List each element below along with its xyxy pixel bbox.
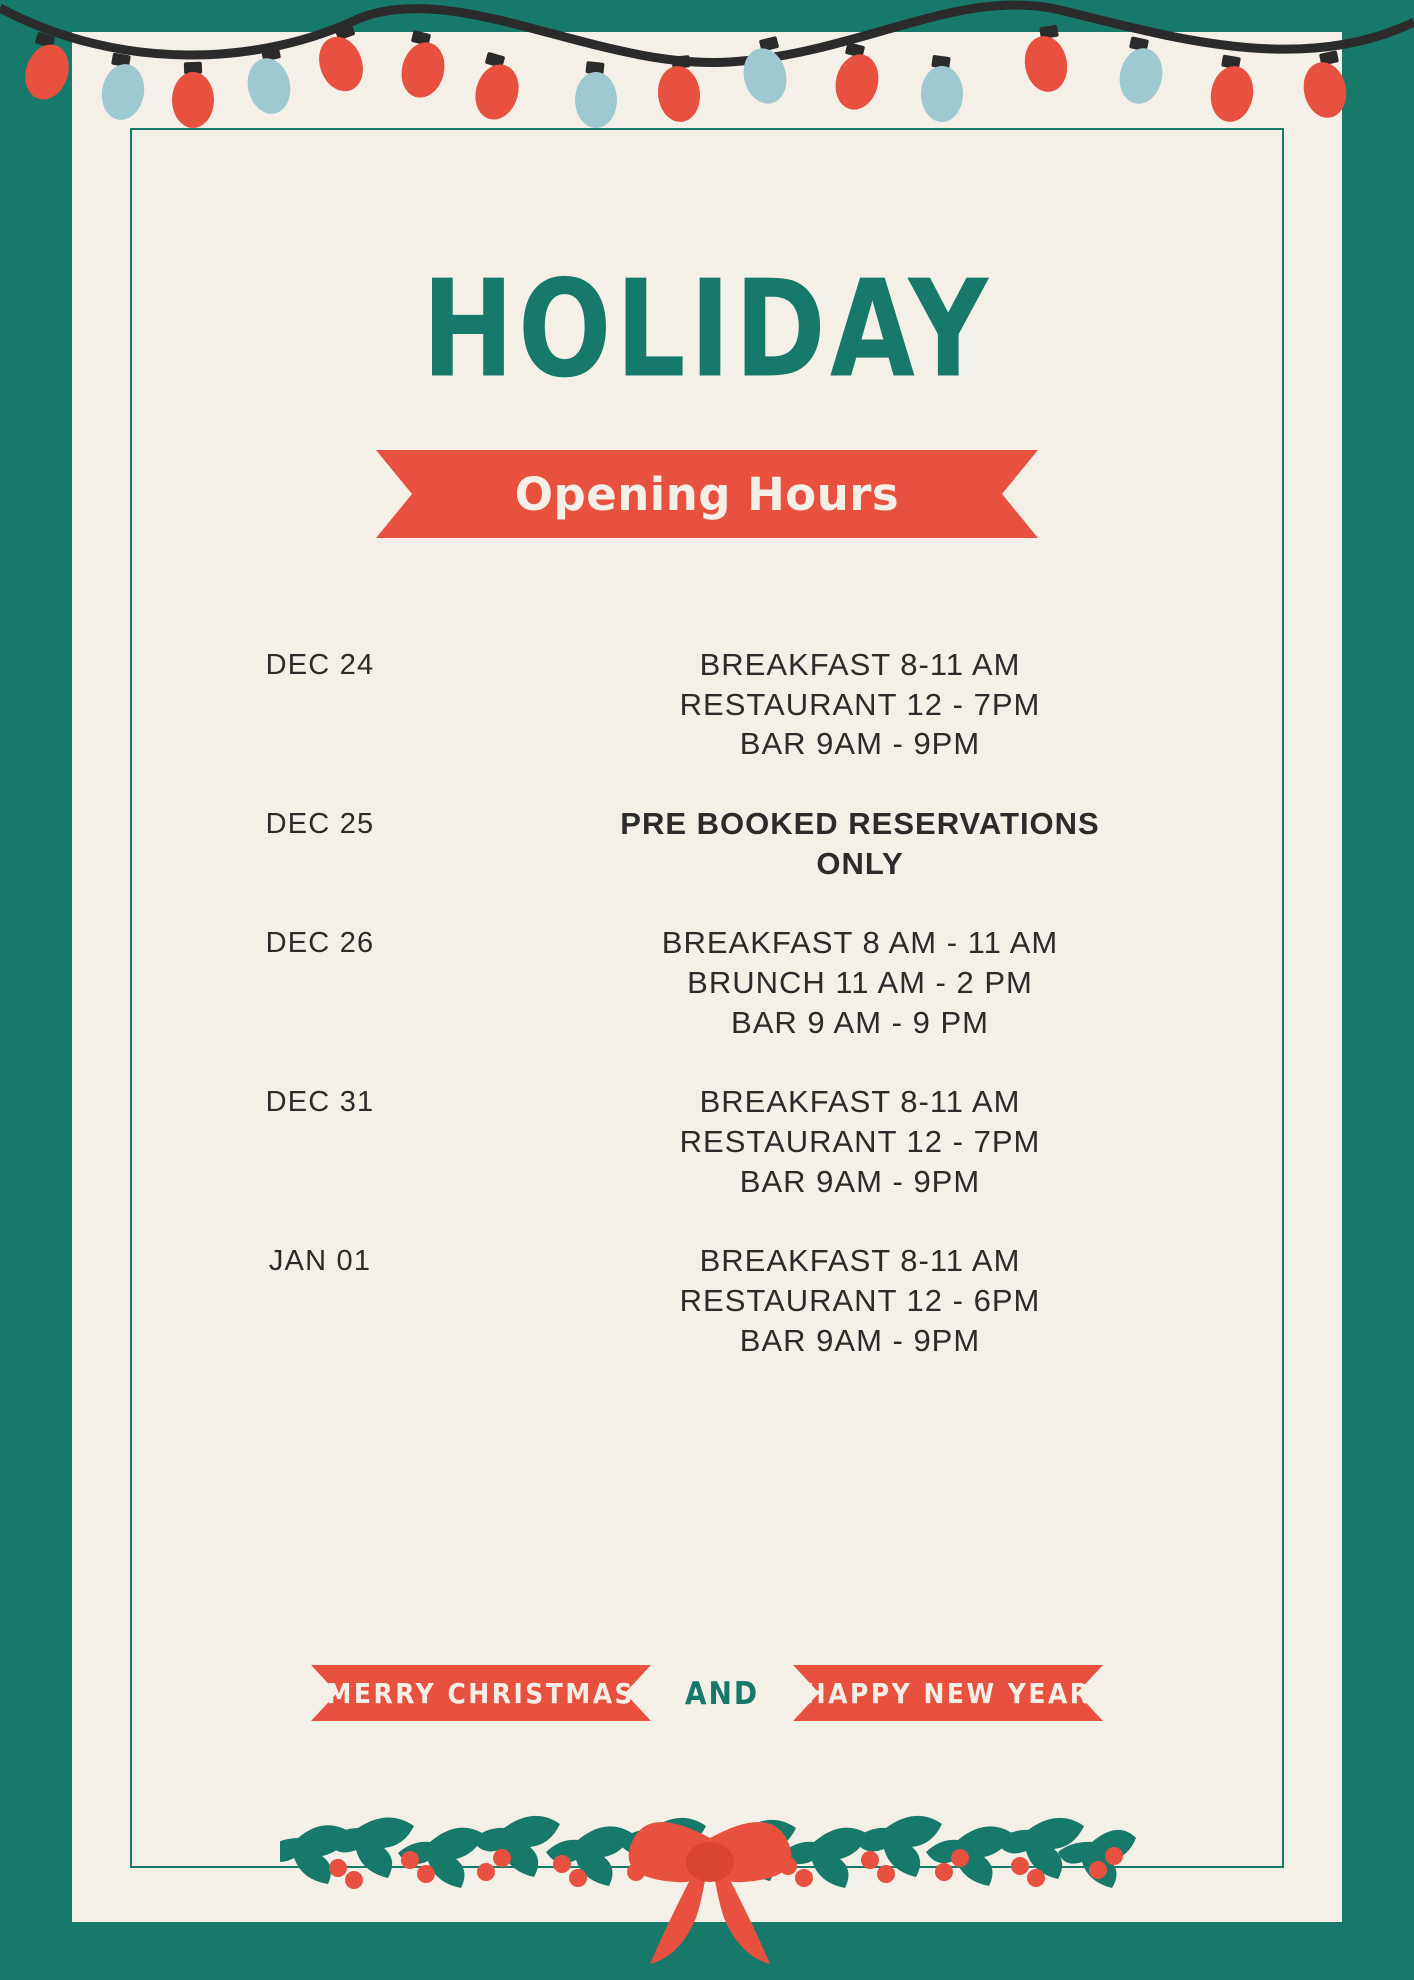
list-item [170,645,1250,764]
schedule-hours [470,1082,1250,1201]
holly-garland-icon [280,1780,1140,1970]
schedule-date: DEC 31 [265,1086,375,1119]
schedule-hours-line: BREAKFAST 8-11 AM [699,1243,1021,1279]
list-item [170,1241,1250,1360]
schedule-hours-line: ONLY [816,845,904,881]
merry-christmas-banner [311,1665,651,1721]
schedule-date: JAN 01 [268,1245,372,1278]
schedule-date: DEC 24 [265,649,375,681]
list-item [170,923,1250,1042]
conjunction-label: AND [684,1674,760,1712]
schedule-date: DEC 26 [265,927,375,960]
schedule-hours-line: PRE BOOKED RESERVATIONS [620,806,1100,842]
schedule-hours-line: RESTAURANT 12 - 7PM [679,1124,1041,1160]
schedule-hours-line: BREAKFAST 8 AM - 11 AM [661,925,1059,961]
schedule-hours-line: BAR 9AM - 9PM [739,1163,981,1199]
subtitle-ribbon-wrap [0,450,1414,538]
opening-hours-list [170,645,1250,1400]
footer-greeting [0,1665,1414,1721]
schedule-hours [470,645,1250,764]
schedule-date: DEC 25 [265,808,375,841]
happy-new-year-banner [793,1665,1103,1721]
schedule-hours-line: BREAKFAST 8-11 AM [699,647,1021,682]
schedule-hours-line: BREAKFAST 8-11 AM [699,1084,1021,1120]
string-lights-icon [0,0,1414,180]
schedule-hours [470,1241,1250,1360]
merry-christmas-label: MERRY CHRISTMAS [326,1676,636,1710]
schedule-hours-line: RESTAURANT 12 - 6PM [679,1283,1041,1319]
happy-new-year-label: HAPPY NEW YEAR [804,1676,1092,1710]
list-item [170,1082,1250,1201]
schedule-hours-line: BRUNCH 11 AM - 2 PM [687,965,1033,1001]
schedule-hours [470,923,1250,1042]
poster-title-block [0,251,1414,408]
schedule-hours-line: RESTAURANT 12 - 7PM [679,686,1041,722]
schedule-hours-line: BAR 9AM - 9PM [739,726,981,762]
page-subtitle: Opening Hours [514,467,900,521]
schedule-hours-line: BAR 9AM - 9PM [739,1322,981,1358]
schedule-hours-line: BAR 9 AM - 9 PM [731,1004,989,1040]
page-title: HOLIDAY [421,251,993,408]
subtitle-ribbon [412,450,1002,538]
schedule-hours [470,804,1250,883]
list-item [170,804,1250,883]
bow-icon [629,1822,792,1964]
